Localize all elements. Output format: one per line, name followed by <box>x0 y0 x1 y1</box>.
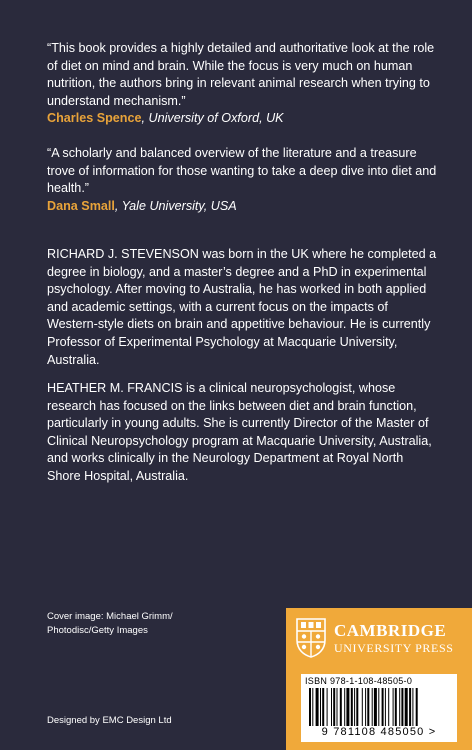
quote-attribution <box>47 110 437 128</box>
barcode-digits: 9 781108 485050 <box>321 726 425 738</box>
cover-credit-line-2: Photodisc/Getty Images <box>47 625 148 636</box>
cover-image-credit <box>47 610 173 638</box>
isbn-label: ISBN 978-1-108-48505-0 <box>305 676 413 686</box>
barcode-bar <box>405 688 408 726</box>
isbn-barcode <box>301 674 457 742</box>
barcode-bar <box>378 688 379 726</box>
barcode-number <box>301 726 457 738</box>
barcode-bar <box>346 688 349 726</box>
barcode-bar <box>354 688 355 726</box>
barcode-bar <box>399 688 400 726</box>
publisher-logo <box>296 618 462 662</box>
quote-author-name: Charles Spence <box>47 111 142 126</box>
barcode-bar <box>382 688 384 726</box>
author-bio-stevenson: RICHARD J. STEVENSON was born in the UK where he completed a degree in biology, and a master’s degree and a PhD in experimental psychology. After moving to Australia, he has worked in both applied and academic settings, with a current focus on the impacts of Western-style diets on brain and appetitive behaviour. He is currently Professor of Experimental Psychology at Macquarie University, Australia. <box>47 247 437 367</box>
cambridge-shield-icon <box>296 618 326 658</box>
barcode-bar <box>351 688 353 726</box>
barcode-bar <box>344 688 345 726</box>
publisher-name: CAMBRIDGE <box>334 621 447 640</box>
barcode-bar <box>320 688 321 726</box>
designer-credit: Designed by EMC Design Ltd <box>47 715 172 726</box>
barcode-bar <box>356 688 358 726</box>
barcode-bars <box>309 688 449 726</box>
barcode-bar <box>385 688 386 726</box>
quote-attribution <box>47 198 437 216</box>
quote-text: “A scholarly and balanced overview of the literature and a treasure trove of information for those wanting to take a deep dive into diet and health.” <box>47 146 437 196</box>
barcode-bar <box>401 688 403 726</box>
barcode-bar <box>365 688 366 726</box>
barcode-suffix: > <box>428 726 437 738</box>
quote-author-affiliation: , Yale University, USA <box>114 198 237 213</box>
cover-credit-line-1: Cover image: Michael Grimm/ <box>47 611 173 622</box>
author-bio-francis: HEATHER M. FRANCIS is a clinical neuropsychologist, whose research has focused on the links between diet and brain function, particularly in young adults. She is currently Director of the Master of Clinical Neuropsychology program at Macquarie University, Australia, and works clinically in the Neurology Department at Royal North Shore Hospital, Australia. <box>47 381 432 483</box>
barcode-bar <box>309 688 311 726</box>
endorsement-quote-2 <box>47 145 437 215</box>
publisher-press: UNIVERSITY PRESS <box>334 641 454 655</box>
barcode-bar <box>367 688 369 726</box>
barcode-bar <box>333 688 335 726</box>
quote-author-name: Dana Small <box>47 198 115 213</box>
barcode-bar <box>409 688 411 726</box>
barcode-bar <box>331 688 332 726</box>
barcode-bar <box>372 688 373 726</box>
barcode-bar <box>312 688 313 726</box>
barcode-bar <box>362 688 363 726</box>
barcode-bar <box>316 688 319 726</box>
barcode-bar <box>337 688 338 726</box>
barcode-bar <box>388 688 389 726</box>
barcode-bar <box>412 688 413 726</box>
barcode-bar <box>327 688 328 726</box>
barcode-bar <box>416 688 418 726</box>
endorsement-quote-1 <box>47 40 437 128</box>
quote-author-affiliation: , University of Oxford, UK <box>141 111 284 126</box>
barcode-bar <box>374 688 377 726</box>
quote-text: “This book provides a highly detailed and authoritative look at the role of diet on mind and brain. While the focus is very much on human nutrition, the authors bring in relevant animal research when trying to understand mechanism.” <box>47 41 435 108</box>
publisher-panel <box>286 608 472 750</box>
barcode-bar <box>395 688 397 726</box>
barcode-bar <box>322 688 324 726</box>
barcode-bar <box>340 688 342 726</box>
barcode-bar <box>393 688 394 726</box>
